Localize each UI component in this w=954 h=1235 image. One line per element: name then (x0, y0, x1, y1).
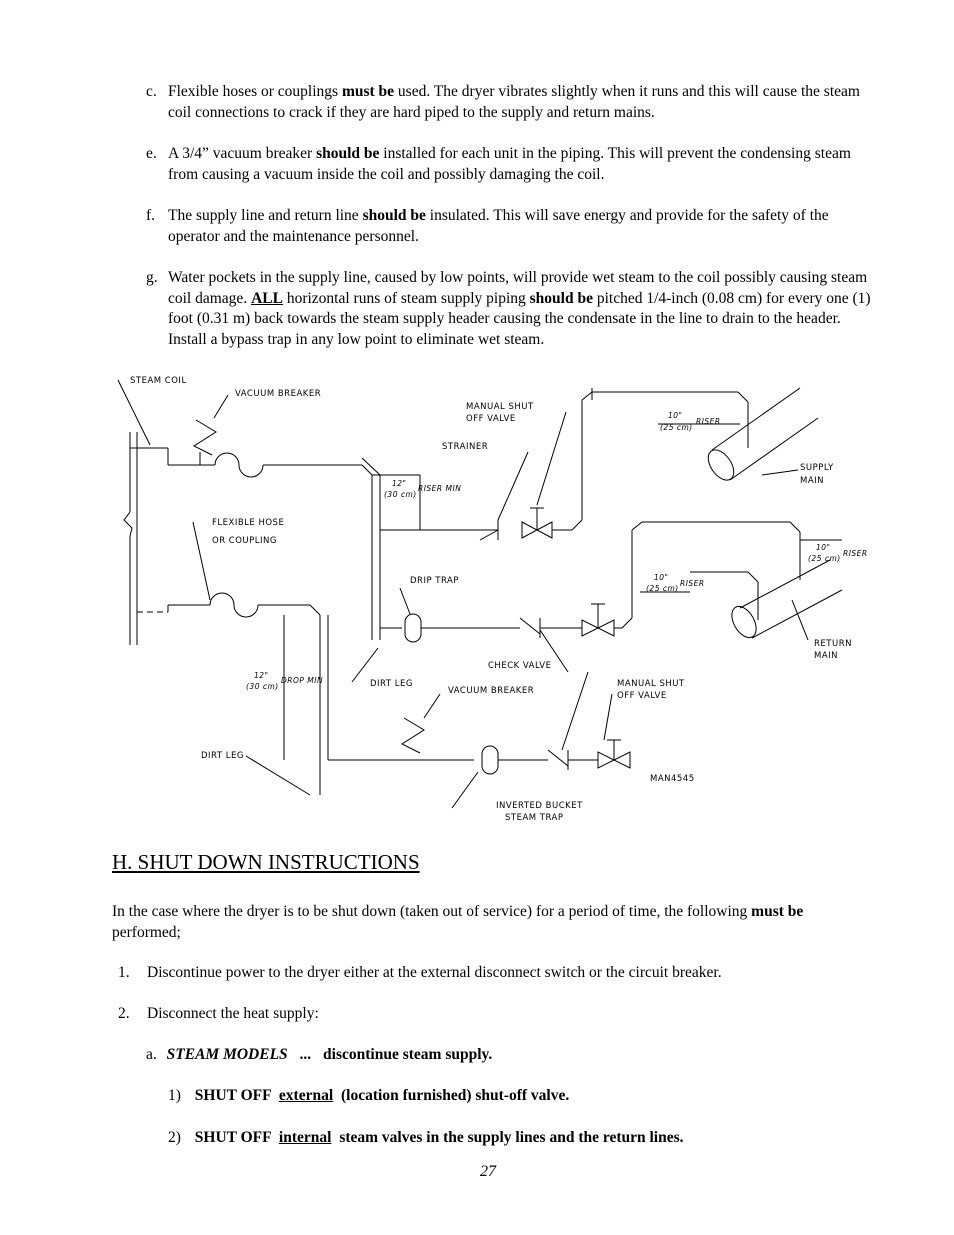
substep-underline: internal (278, 1129, 332, 1146)
step-text: Discontinue power to the dryer either at the external disconnect switch or the circuit breaker. (147, 964, 722, 981)
text-run: should be (362, 207, 426, 224)
item-label: g. (146, 269, 158, 286)
label-riser-mid: RISER (680, 579, 705, 588)
substep-steam-models (146, 1045, 492, 1066)
section-heading: H. SHUT DOWN INSTRUCTIONS (112, 850, 420, 874)
label-flexible-hose: OR COUPLING (212, 536, 277, 546)
label-drawing-id: MAN4545 (650, 774, 695, 784)
substep-text: discontinue steam supply. (323, 1046, 493, 1063)
label-dirt-leg-mid: DIRT LEG (370, 679, 413, 689)
label-check-valve: CHECK VALVE (488, 661, 552, 671)
step-number: 2. (118, 1005, 130, 1022)
label-steam-coil: STEAM COIL (130, 376, 187, 386)
label-drip-trap: DRIP TRAP (410, 576, 459, 586)
dim-riser-top: 10" (668, 411, 683, 420)
text-run: In the case where the dryer is to be shut down (taken out of service) for a period of time, the following (112, 903, 752, 920)
substep-pre: SHUT OFF (194, 1087, 272, 1104)
label-vacuum-breaker-bottom: VACUUM BREAKER (448, 686, 535, 696)
label-flexible-hose: FLEXIBLE HOSE (212, 518, 285, 528)
item-label: c. (146, 83, 157, 100)
step-text: Disconnect the heat supply: (147, 1005, 319, 1022)
dim-riser-top: (25 cm) (660, 423, 693, 432)
dim-riser-min: (30 cm) (384, 490, 417, 499)
substep-1 (168, 1086, 569, 1107)
step-1 (118, 963, 878, 984)
intro-paragraph (112, 902, 872, 943)
substep-pre: SHUT OFF (194, 1129, 272, 1146)
label-supply-main: MAIN (800, 476, 825, 486)
text-run: must be (751, 903, 804, 920)
label-riser-right: RISER (843, 549, 868, 558)
dim-riser-mid: 10" (654, 573, 669, 582)
text-run: should be (529, 289, 593, 307)
text-run: installed for each unit in the piping. This will prevent the condensing steam from causing a vacuum inside the coil and possibly damaging the coil. (168, 145, 851, 183)
text-run: Water pockets in the supply line, caused by low points, will provide wet steam to the coil possibly causing steam coil damage. (168, 269, 868, 307)
label-manual-shut-off-top: MANUAL SHUT (466, 402, 534, 412)
label-dirt-leg-bottom: DIRT LEG (201, 751, 244, 761)
text-run: pitched 1/4-inch (0.08 cm) for every one (1) foot (0.31 m) back towards the steam supply header causing the condensate in the line to drain to the header. Install a bypass trap in any low point to eliminate wet steam. (168, 289, 871, 348)
text-run: ALL (251, 289, 283, 307)
substep-label: a. (146, 1046, 157, 1063)
substep-2 (168, 1128, 684, 1149)
dim-riser-right: (25 cm) (808, 554, 841, 563)
text-run: horizontal runs of steam supply piping (282, 289, 530, 307)
text-run: Flexible hoses or couplings (168, 83, 342, 100)
text-run: must be (341, 83, 395, 100)
label-strainer: STRAINER (442, 442, 489, 452)
item-label: e. (146, 145, 157, 162)
substep-sep: ... (299, 1046, 312, 1063)
page-number: 27 (480, 1163, 496, 1180)
label-inverted-bucket: INVERTED BUCKET (496, 801, 583, 811)
substep-model: STEAM MODELS (166, 1046, 288, 1063)
label-supply-main: SUPPLY (800, 463, 834, 473)
dim-drop-min: (30 cm) (246, 682, 279, 691)
substep-label: 2) (168, 1129, 181, 1146)
text-run: should be (316, 145, 380, 162)
text-run: performed; (112, 923, 181, 941)
label-inverted-bucket: STEAM TRAP (505, 813, 564, 823)
step-2 (118, 1004, 878, 1025)
text-run: A 3/4” vacuum breaker (168, 145, 317, 162)
substep-underline: external (278, 1087, 334, 1104)
dim-drop-min: 12" (254, 671, 269, 680)
label-riser-min: RISER MIN (418, 484, 462, 493)
label-manual-shut-off-top: OFF VALVE (466, 414, 516, 424)
dim-riser-min: 12" (392, 479, 407, 488)
item-label: f. (146, 207, 156, 224)
dim-riser-right: 10" (816, 543, 831, 552)
label-return-main: RETURN (814, 639, 852, 649)
step-number: 1. (118, 964, 130, 981)
text-run: The supply line and return line (168, 207, 363, 224)
label-manual-shut-off-bottom: OFF VALVE (617, 691, 667, 701)
label-return-main: MAIN (814, 651, 839, 661)
dim-riser-mid: (25 cm) (646, 584, 679, 593)
label-drop-min: DROP MIN (281, 676, 324, 685)
substep-post: steam valves in the supply lines and the return lines. (339, 1129, 684, 1146)
text-run: used. The dryer vibrates slightly when it runs and this will cause the steam coil connections to crack if they are hard piped to the supply and return mains. (168, 83, 860, 121)
substep-post: (location furnished) shut-off valve. (341, 1087, 570, 1104)
label-vacuum-breaker-top: VACUUM BREAKER (235, 389, 322, 399)
text-run: insulated. This will save energy and provide for the safety of the operator and the maintenance personnel. (168, 207, 829, 245)
label-riser-top: RISER (696, 417, 721, 426)
label-manual-shut-off-bottom: MANUAL SHUT (617, 679, 685, 689)
substep-label: 1) (168, 1087, 181, 1104)
